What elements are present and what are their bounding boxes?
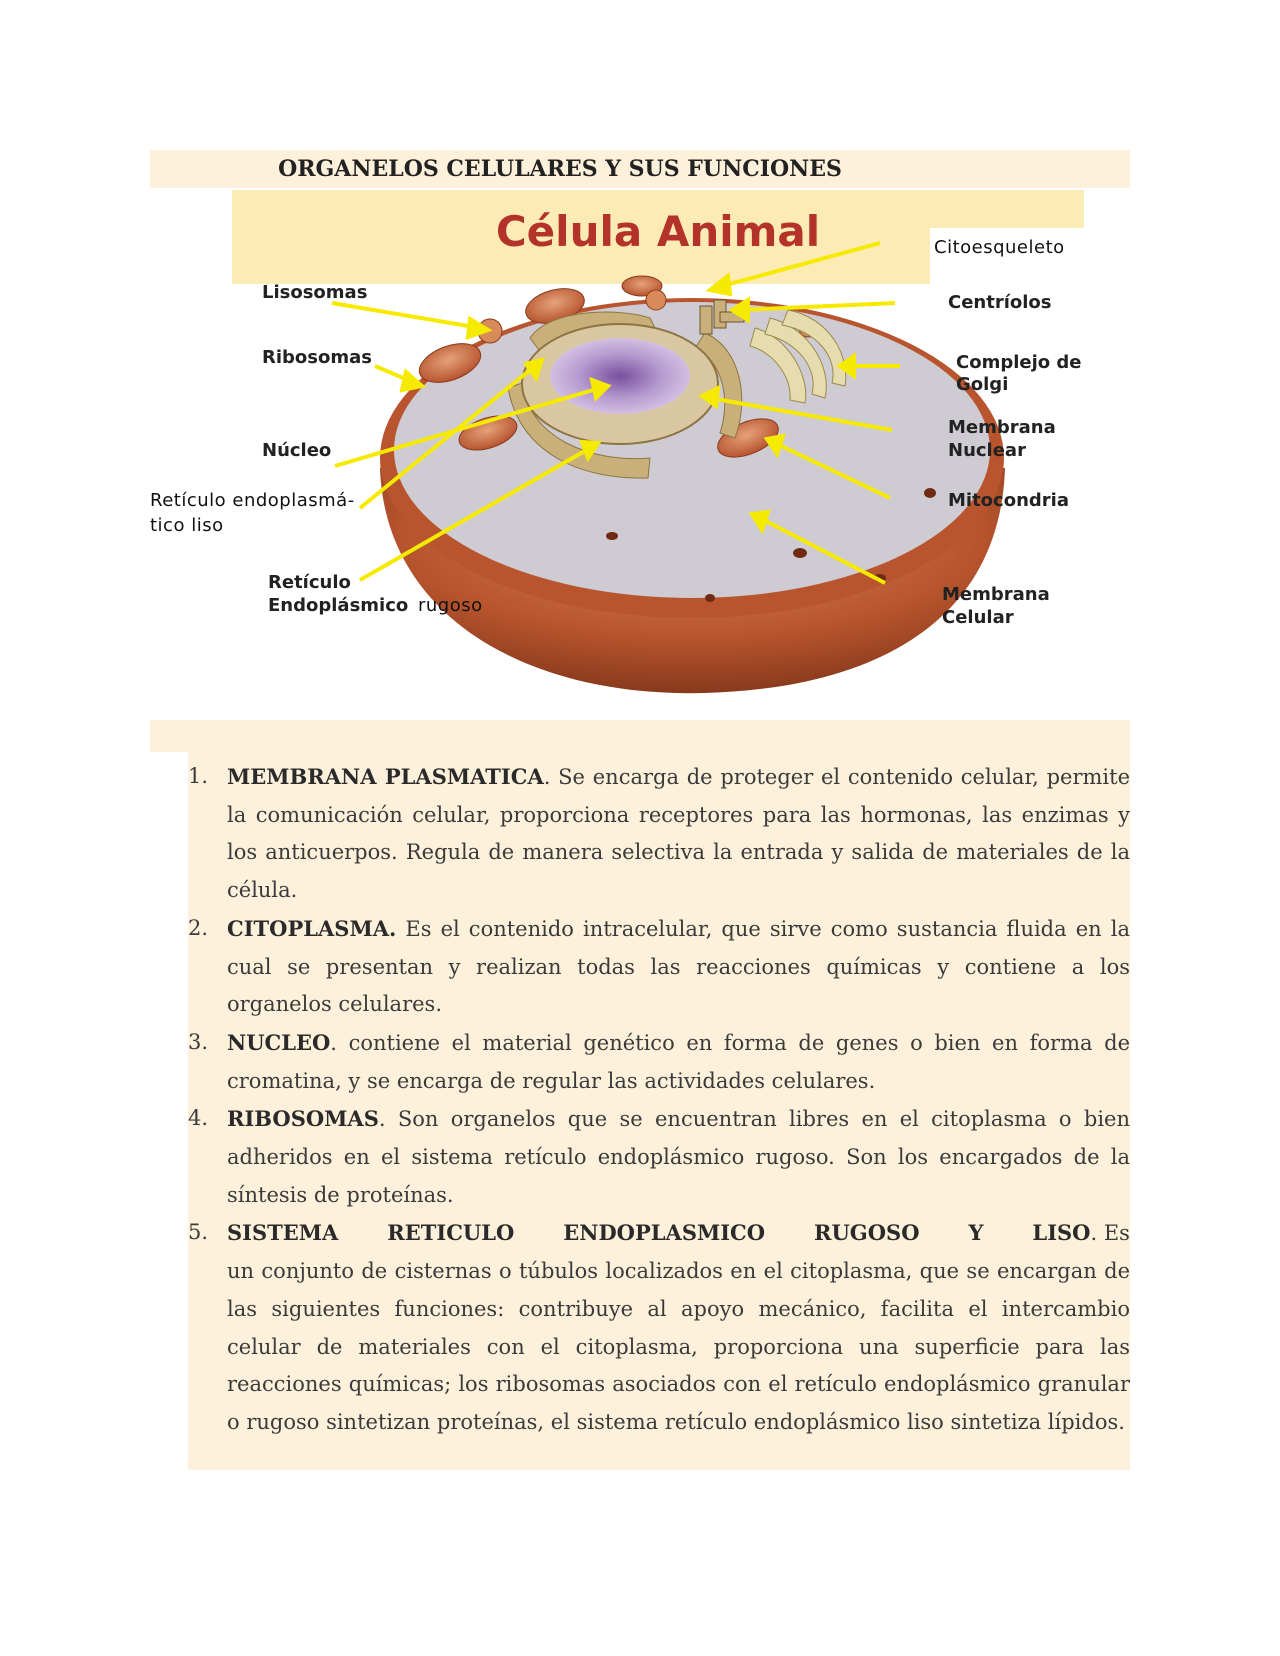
item-text: Es el contenido intracelular, que sirve como sustancia fluida en la cual se presentan y realizan todas las reacciones químicas y contiene a los organelos celulares. bbox=[227, 916, 1130, 1017]
label-lisosomas: Lisosomas bbox=[262, 282, 368, 303]
item-term-word: RUGOSO bbox=[814, 1220, 920, 1246]
list-item bbox=[188, 1100, 1130, 1214]
item-text: Son organelos que se encuentran libres en el citoplasma o bien adheridos en el sistema retículo endoplásmico rugoso. Son los encargados de la síntesis de proteínas. bbox=[227, 1107, 1130, 1207]
item-term: RIBOSOMAS bbox=[227, 1106, 379, 1132]
figure-heading: Célula Animal bbox=[495, 207, 821, 256]
label-membrana-celular-line2: Celular bbox=[942, 607, 1014, 628]
item-number: 4. bbox=[188, 1106, 209, 1131]
surface-pit bbox=[924, 488, 936, 498]
label-membrana-nuclear-line1: Membrana bbox=[948, 417, 1056, 438]
item-text: un conjunto de cisternas o túbulos localizados en el citoplasma, que se encargan de las siguientes funciones: contribuye al apoyo mecánico, facilita el intercambio celular de materiales con el citoplasma, proporciona una superficie para las reacciones químicas; los ribosomas asociados con el retículo endoplásmico granular o rugoso sintetizan proteínas, el sistema retículo endoplásmico liso sintetiza lípidos. bbox=[227, 1259, 1130, 1434]
list-item bbox=[188, 1214, 1130, 1441]
label-golgi-line2: Golgi bbox=[956, 374, 1009, 395]
item-term: NUCLEO bbox=[227, 1029, 331, 1055]
label-nucleo: Núcleo bbox=[262, 440, 332, 461]
surface-pit bbox=[606, 532, 618, 540]
item-term-word: SISTEMA bbox=[227, 1220, 339, 1246]
item-heading-line bbox=[227, 1214, 1130, 1253]
item-number: 2. bbox=[188, 915, 209, 940]
nucleus bbox=[550, 338, 690, 414]
item-number: 3. bbox=[188, 1029, 209, 1054]
arrow-lisosomas bbox=[332, 303, 480, 328]
label-reticulo-rugoso-line3: rugoso bbox=[418, 595, 483, 616]
item-term-word: ENDOPLASMICO bbox=[563, 1220, 766, 1246]
item-term-punct: . bbox=[378, 1107, 386, 1132]
item-number: 5. bbox=[188, 1220, 209, 1245]
item-term-punct: . bbox=[330, 1030, 337, 1055]
item-number: 1. bbox=[188, 764, 209, 788]
label-ribosomas: Ribosomas bbox=[262, 347, 372, 368]
list-item bbox=[188, 1024, 1130, 1100]
label-golgi-line1: Complejo de bbox=[956, 352, 1082, 373]
label-reticulo-liso-line2: tico liso bbox=[150, 515, 224, 536]
label-citoesqueleto: Citoesqueleto bbox=[934, 237, 1065, 258]
lysosome bbox=[646, 290, 666, 310]
list-item bbox=[188, 910, 1130, 1024]
label-membrana-celular-line1: Membrana bbox=[942, 584, 1050, 605]
centriole bbox=[700, 306, 712, 334]
item-term: CITOPLASMA. bbox=[227, 915, 397, 941]
item-term-word: LISO bbox=[1032, 1220, 1091, 1246]
label-membrana-nuclear-line2: Nuclear bbox=[948, 440, 1026, 461]
label-mitocondria: Mitocondria bbox=[948, 490, 1069, 511]
figure-bottom-band bbox=[150, 720, 1130, 752]
cell-figure bbox=[150, 188, 1130, 725]
list-item bbox=[188, 758, 1130, 910]
surface-pit bbox=[705, 594, 715, 602]
item-term: MEMBRANA PLASMATICA bbox=[227, 764, 544, 789]
item-text: contiene el material genético en forma de genes o bien en forma de cromatina, y se encarga de regular las actividades celulares. bbox=[227, 1030, 1130, 1093]
item-text: Se encarga de proteger el contenido celular, permite la comunicación celular, proporciona receptores para las hormonas, las enzimas y los anticuerpos. Regula de manera selectiva la entrada y salida de materiales de la célula. bbox=[227, 765, 1131, 903]
label-reticulo-rugoso-line1: Retículo bbox=[268, 572, 351, 593]
item-term-word: Y bbox=[968, 1220, 984, 1246]
label-centriolos: Centríolos bbox=[948, 292, 1052, 313]
item-term-word: RETICULO bbox=[387, 1220, 515, 1246]
animal-cell-diagram bbox=[150, 188, 1130, 725]
document-title: ORGANELOS CELULARES Y SUS FUNCIONES bbox=[278, 156, 842, 182]
item-term-tail: . Es bbox=[1090, 1221, 1130, 1246]
organelle-list bbox=[188, 758, 1130, 1442]
label-reticulo-rugoso-line2: Endoplásmico bbox=[268, 595, 409, 616]
label-reticulo-liso-line1: Retículo endoplasmá- bbox=[150, 490, 355, 511]
item-term-punct: . bbox=[543, 765, 551, 789]
surface-pit bbox=[793, 548, 807, 558]
arrow-ribosomas bbox=[402, 372, 422, 390]
